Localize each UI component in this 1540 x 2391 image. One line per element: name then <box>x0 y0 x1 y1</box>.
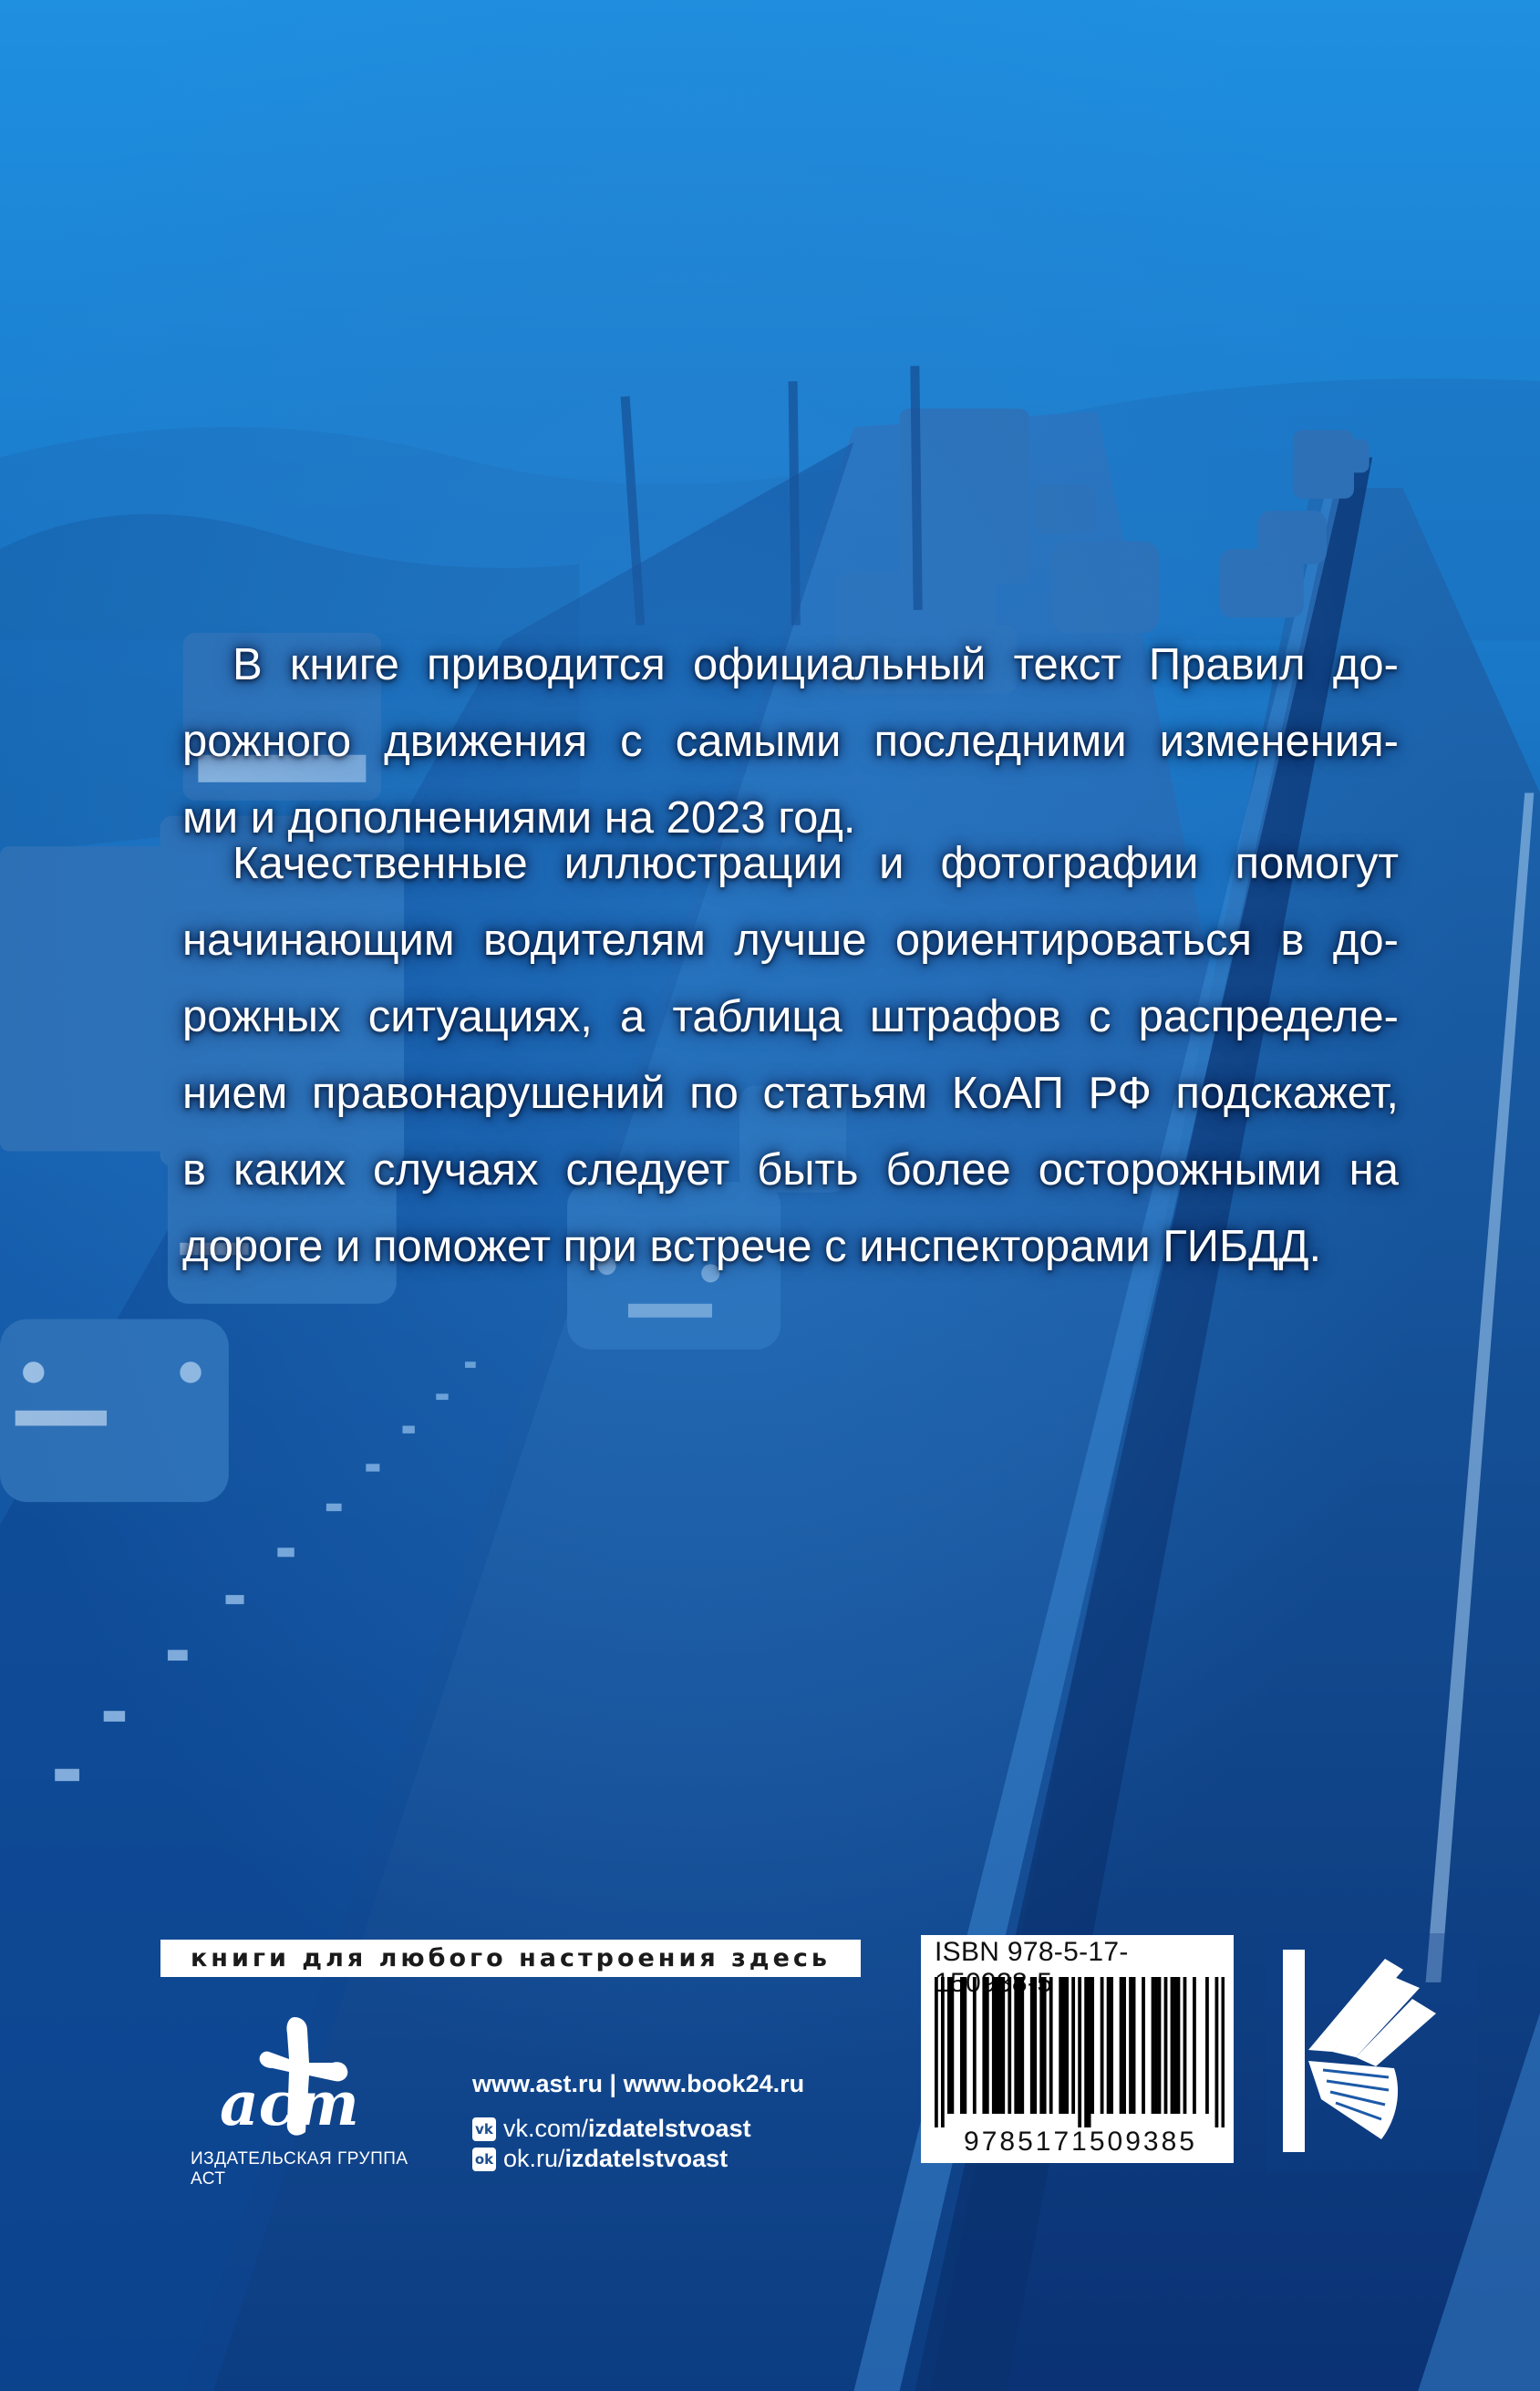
ast-publisher-logo <box>187 2006 442 2170</box>
description-paragraph-1 <box>182 626 1399 856</box>
barcode-bar <box>1158 1977 1162 2114</box>
barcode-bar <box>1120 1977 1123 2114</box>
description-line: ми и дополнениями на 2023 год. <box>182 793 856 843</box>
barcode-bar <box>1183 1977 1187 2114</box>
barcode-bar <box>1049 1977 1053 2114</box>
isbn-label: ISBN 978-5-17-150 <box>935 1937 1129 1998</box>
barcode-bar <box>1142 1977 1145 2114</box>
barcode-bar <box>1088 1977 1091 2127</box>
barcode-digits: 9785171509385 <box>964 2127 1197 2157</box>
barcode-bar <box>1078 1977 1081 2127</box>
ok-prefix: ok.ru/ <box>503 2145 565 2172</box>
barcode-bar <box>986 1977 989 2114</box>
barcode-bar <box>982 1977 986 2114</box>
tagline-banner: книги для любого настроения здесь <box>160 1940 861 1977</box>
ok-icon: ok <box>472 2148 496 2171</box>
barcode-bar <box>1222 1977 1225 2127</box>
barcode-bar <box>1173 1977 1177 2114</box>
description-line: дороге и поможет при встрече с инспекторами ГИБДД. <box>182 1222 1322 1271</box>
barcode-bar <box>1014 1977 1018 2114</box>
barcode-bar <box>1177 1977 1181 2114</box>
barcode-bar <box>950 1977 954 2114</box>
barcode-bar <box>1030 1977 1034 2114</box>
open-book-logo <box>1266 1933 1478 2172</box>
description-line: Качественные иллюстрации и фотографии помогут <box>233 839 1399 888</box>
description-line: В книге приводится официальный текст Правил до- <box>233 640 1399 689</box>
publisher-name: ИЗДАТЕЛЬСКАЯ ГРУППА АСТ <box>191 2149 408 2189</box>
barcode-bar <box>1084 1977 1088 2127</box>
publisher-links <box>472 2070 804 2173</box>
barcode-bar <box>1065 1977 1069 2114</box>
description-line: в каких случаях следует быть более осторожными на <box>182 1145 1399 1195</box>
barcode-bar <box>1043 1977 1047 2114</box>
barcode-bar <box>973 1977 977 2114</box>
barcode-bar <box>998 1977 1002 2114</box>
vk-handle: izdatelstvoast <box>588 2115 751 2142</box>
barcode-bar <box>1154 1977 1158 2114</box>
barcode-bar <box>963 1977 966 2114</box>
barcode-bar <box>1020 1977 1024 2114</box>
barcode-bar <box>1101 1977 1104 2114</box>
barcode-bar <box>1008 1977 1011 2114</box>
barcode-bar <box>947 1977 951 2114</box>
website-links[interactable]: www.ast.ru | www.book24.ru <box>472 2070 805 2097</box>
barcode-bar <box>1059 1977 1062 2114</box>
ast-logo-text: аст <box>220 2068 359 2139</box>
description-paragraph-2 <box>182 825 1399 1285</box>
barcode-bar <box>1152 1977 1155 2114</box>
barcode-bars <box>935 1977 1225 2127</box>
barcode-bar <box>1018 1977 1021 2114</box>
barcode-bar <box>1129 1977 1132 2114</box>
barcode-bar <box>1001 1977 1005 2114</box>
barcode-bar <box>995 1977 998 2114</box>
barcode-bar <box>1164 1977 1168 2114</box>
barcode-bar <box>1215 1977 1219 2127</box>
barcode-bar <box>1090 1977 1094 2114</box>
description-line: рожных ситуациях, а таблица штрафов с распределе- <box>182 992 1399 1041</box>
barcode-bar <box>941 1977 945 2127</box>
barcode-bar <box>1062 1977 1066 2114</box>
barcode-bar <box>1110 1977 1113 2114</box>
barcode-bar <box>1107 1977 1111 2114</box>
description-line: нием правонарушений по статьям КоАП РФ подскажет, <box>182 1069 1399 1118</box>
vk-prefix: vk.com/ <box>503 2115 589 2142</box>
ok-link[interactable] <box>472 2145 804 2173</box>
barcode-bar <box>1033 1977 1037 2114</box>
description-line: рожного движения с самыми последними изменения- <box>182 717 1399 766</box>
barcode-bar <box>935 1977 938 2127</box>
barcode-bar <box>1071 1977 1075 2114</box>
barcode-bar <box>1039 1977 1043 2114</box>
barcode-bar <box>1132 1977 1136 2114</box>
barcode-bar <box>1122 1977 1126 2114</box>
vk-icon: vk <box>472 2117 496 2141</box>
barcode-bar <box>1171 1977 1174 2114</box>
barcode-bar <box>1205 1977 1209 2114</box>
description-line: начинающим водителям лучше ориентироваться в до- <box>182 916 1399 965</box>
vk-link[interactable] <box>472 2115 804 2143</box>
ok-handle: izdatelstvoast <box>564 2145 729 2172</box>
barcode-bar <box>1193 1977 1196 2114</box>
barcode-bar <box>992 1977 996 2114</box>
barcode-bar <box>960 1977 964 2114</box>
